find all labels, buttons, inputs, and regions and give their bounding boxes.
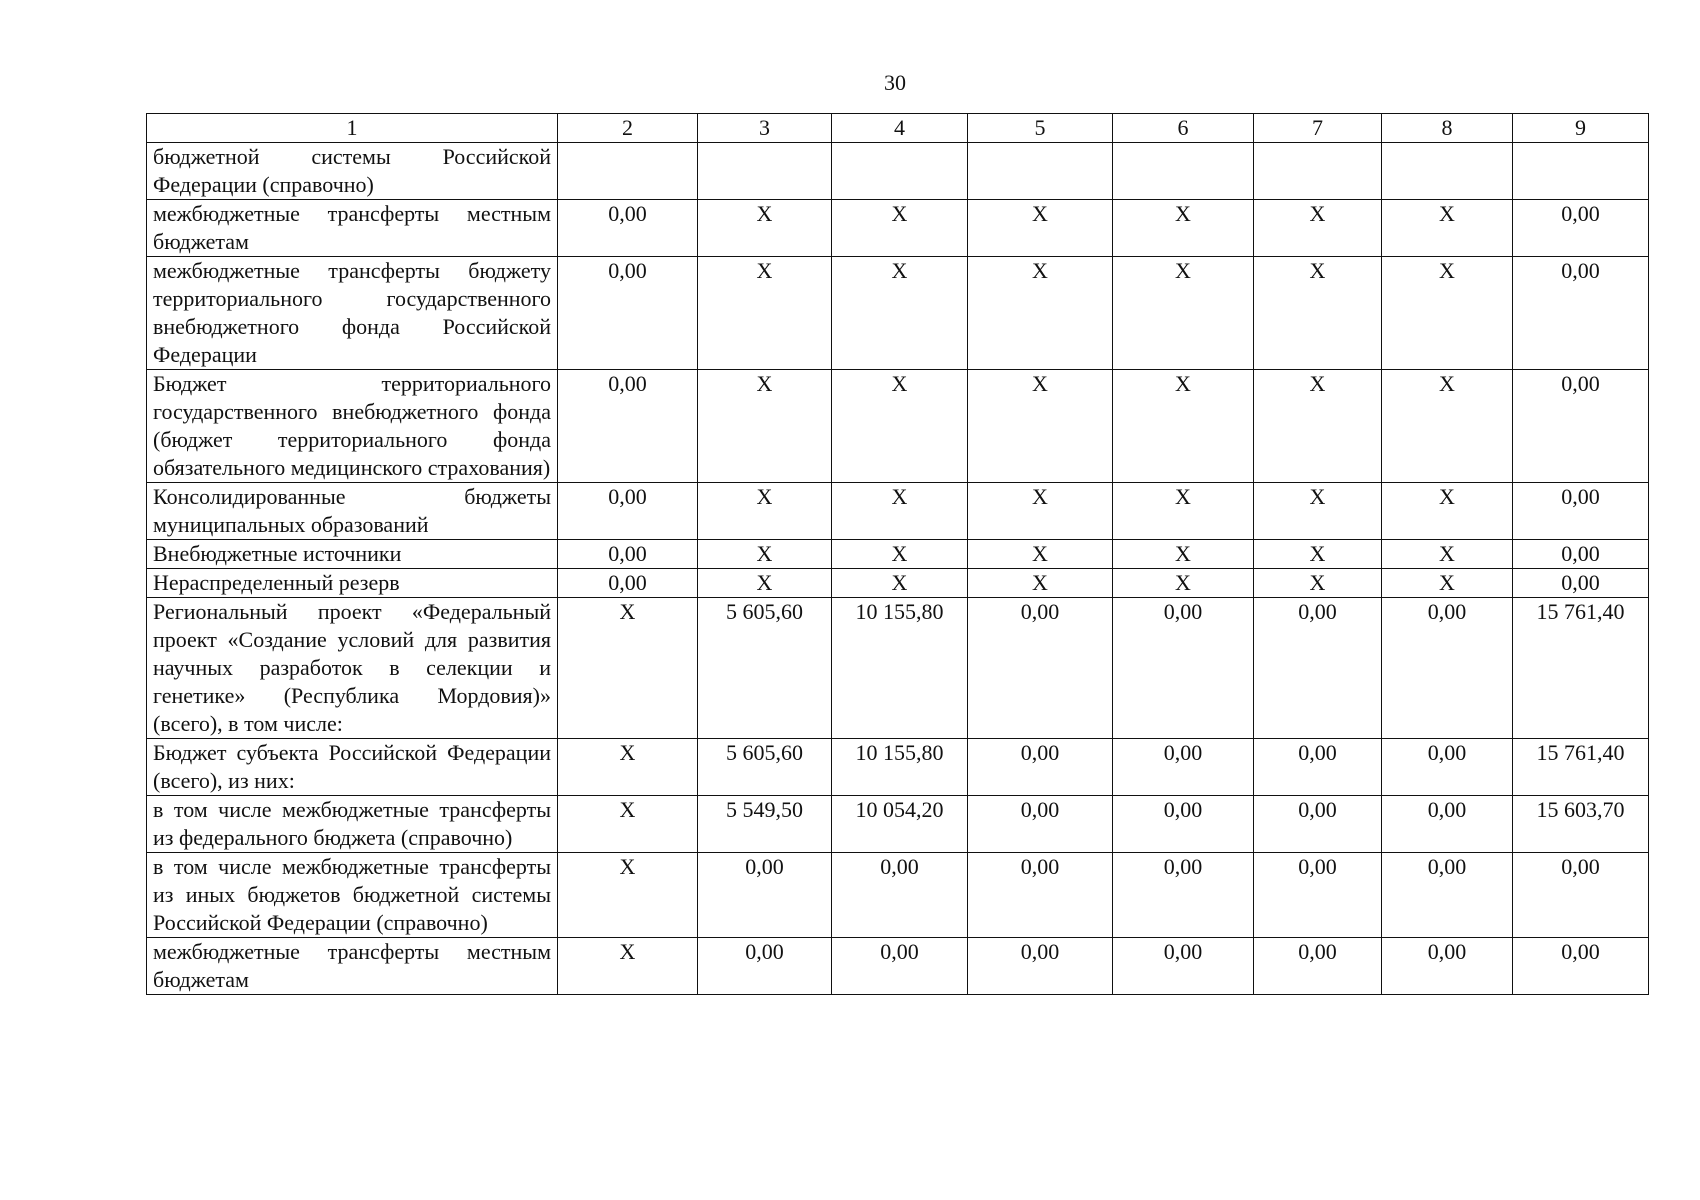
table-cell: X	[832, 569, 968, 598]
table-cell: 0,00	[968, 938, 1113, 995]
table-cell: X	[698, 370, 832, 483]
table-cell: X	[832, 483, 968, 540]
table-row	[147, 483, 1649, 540]
table-cell: X	[1113, 200, 1254, 257]
column-header: 1	[147, 114, 558, 143]
table-row	[147, 796, 1649, 853]
table-cell: X	[558, 853, 698, 938]
table-cell: 0,00	[1513, 370, 1649, 483]
column-header: 3	[698, 114, 832, 143]
table-cell: X	[558, 739, 698, 796]
table-cell: X	[968, 370, 1113, 483]
table-cell: X	[1382, 540, 1513, 569]
table-cell: X	[1113, 257, 1254, 370]
table-cell: X	[1254, 370, 1382, 483]
table-cell: X	[1113, 483, 1254, 540]
table-cell: 0,00	[968, 853, 1113, 938]
table-cell: 0,00	[698, 938, 832, 995]
table-cell: 0,00	[558, 540, 698, 569]
table-row	[147, 257, 1649, 370]
row-label: в том числе межбюджетные трансферты из федерального бюджета (справочно)	[147, 796, 558, 853]
table-cell: X	[832, 200, 968, 257]
table-cell: 5 605,60	[698, 598, 832, 739]
column-header: 6	[1113, 114, 1254, 143]
table-cell: X	[832, 370, 968, 483]
table-cell: 0,00	[698, 853, 832, 938]
table-cell: 0,00	[1513, 200, 1649, 257]
table-cell: 0,00	[1254, 938, 1382, 995]
table-cell: X	[1254, 540, 1382, 569]
table-cell: 10 054,20	[832, 796, 968, 853]
table-cell	[698, 143, 832, 200]
table-cell: 0,00	[1113, 853, 1254, 938]
table-cell: X	[968, 200, 1113, 257]
table-cell: X	[558, 796, 698, 853]
table-cell: 10 155,80	[832, 739, 968, 796]
table-cell: X	[1382, 200, 1513, 257]
table-cell: 0,00	[558, 483, 698, 540]
table-cell: 10 155,80	[832, 598, 968, 739]
table-row	[147, 569, 1649, 598]
table-cell: X	[1382, 257, 1513, 370]
table-cell: X	[558, 598, 698, 739]
table-cell: X	[1113, 569, 1254, 598]
table-cell: 5 549,50	[698, 796, 832, 853]
table-cell: X	[1254, 483, 1382, 540]
table-cell: 0,00	[1513, 569, 1649, 598]
table-row	[147, 370, 1649, 483]
table-cell: 0,00	[968, 739, 1113, 796]
row-label: Нераспределенный резерв	[147, 569, 558, 598]
table-cell: X	[1382, 569, 1513, 598]
table-row	[147, 200, 1649, 257]
table-cell: 0,00	[1113, 739, 1254, 796]
table-cell	[1113, 143, 1254, 200]
table-cell: 0,00	[1513, 853, 1649, 938]
table-cell: 0,00	[1254, 853, 1382, 938]
table-cell: X	[1113, 370, 1254, 483]
column-number-row	[147, 114, 1649, 143]
table-cell: X	[832, 540, 968, 569]
table-cell: 0,00	[968, 796, 1113, 853]
table-row	[147, 853, 1649, 938]
row-label: Бюджет территориального государственного внебюджетного фонда (бюджет территориального фонда обязательного медицинского страхования)	[147, 370, 558, 483]
table-cell: 0,00	[558, 257, 698, 370]
row-label: бюджетной системы Российской Федерации (справочно)	[147, 143, 558, 200]
table-cell: X	[1254, 200, 1382, 257]
table-cell: X	[698, 200, 832, 257]
column-header: 2	[558, 114, 698, 143]
table-cell: 0,00	[1513, 938, 1649, 995]
table-cell: 0,00	[1254, 598, 1382, 739]
table-row	[147, 739, 1649, 796]
table-cell: X	[968, 569, 1113, 598]
table-cell: 0,00	[1113, 796, 1254, 853]
table-cell: 0,00	[1382, 796, 1513, 853]
table-cell: X	[698, 569, 832, 598]
table-row	[147, 143, 1649, 200]
row-label: межбюджетные трансферты бюджету территориального государственного внебюджетного фонда Российской Федерации	[147, 257, 558, 370]
table-cell	[832, 143, 968, 200]
table-cell: 0,00	[968, 598, 1113, 739]
table-cell: 5 605,60	[698, 739, 832, 796]
table-cell: 0,00	[1254, 739, 1382, 796]
table-cell: 0,00	[558, 370, 698, 483]
table-cell	[1513, 143, 1649, 200]
table-cell	[558, 143, 698, 200]
table-cell: X	[698, 483, 832, 540]
column-header: 8	[1382, 114, 1513, 143]
table-cell: 0,00	[1254, 796, 1382, 853]
row-label: межбюджетные трансферты местным бюджетам	[147, 938, 558, 995]
row-label: межбюджетные трансферты местным бюджетам	[147, 200, 558, 257]
table-cell: 0,00	[832, 938, 968, 995]
table-cell: X	[968, 540, 1113, 569]
table-cell: 0,00	[1113, 938, 1254, 995]
table-cell: 0,00	[1382, 739, 1513, 796]
table-cell: 0,00	[558, 569, 698, 598]
table-cell: X	[1382, 483, 1513, 540]
table-cell: 0,00	[558, 200, 698, 257]
row-label: в том числе межбюджетные трансферты из иных бюджетов бюджетной системы Российской Федерации (справочно)	[147, 853, 558, 938]
table-row	[147, 598, 1649, 739]
table-row	[147, 938, 1649, 995]
table-cell: 0,00	[1513, 540, 1649, 569]
column-header: 9	[1513, 114, 1649, 143]
table-cell: X	[1254, 257, 1382, 370]
table-cell: X	[968, 483, 1113, 540]
table-cell	[1254, 143, 1382, 200]
table-cell: X	[558, 938, 698, 995]
row-label: Региональный проект «Федеральный проект «Создание условий для развития научных разработок в селекции и генетике» (Республика Мордовия)» (всего), в том числе:	[147, 598, 558, 739]
page-number: 30	[884, 70, 906, 95]
table-cell: 0,00	[1382, 598, 1513, 739]
table-cell: X	[698, 257, 832, 370]
table-cell: 0,00	[1382, 938, 1513, 995]
row-label: Бюджет субъекта Российской Федерации (всего), из них:	[147, 739, 558, 796]
table-cell: 15 603,70	[1513, 796, 1649, 853]
column-header: 5	[968, 114, 1113, 143]
table-cell: X	[1382, 370, 1513, 483]
column-header: 4	[832, 114, 968, 143]
table-cell: X	[698, 540, 832, 569]
table-cell: 0,00	[832, 853, 968, 938]
table-row	[147, 540, 1649, 569]
table-cell: 15 761,40	[1513, 598, 1649, 739]
table-cell: 0,00	[1113, 598, 1254, 739]
table-cell	[1382, 143, 1513, 200]
budget-table	[146, 113, 1649, 995]
table-cell: X	[968, 257, 1113, 370]
table-cell: X	[832, 257, 968, 370]
table-cell: X	[1113, 540, 1254, 569]
table-cell: X	[1254, 569, 1382, 598]
row-label: Консолидированные бюджеты муниципальных образований	[147, 483, 558, 540]
table-cell: 0,00	[1382, 853, 1513, 938]
table-cell: 0,00	[1513, 483, 1649, 540]
column-header: 7	[1254, 114, 1382, 143]
table-cell: 15 761,40	[1513, 739, 1649, 796]
table-cell: 0,00	[1513, 257, 1649, 370]
table-cell	[968, 143, 1113, 200]
row-label: Внебюджетные источники	[147, 540, 558, 569]
